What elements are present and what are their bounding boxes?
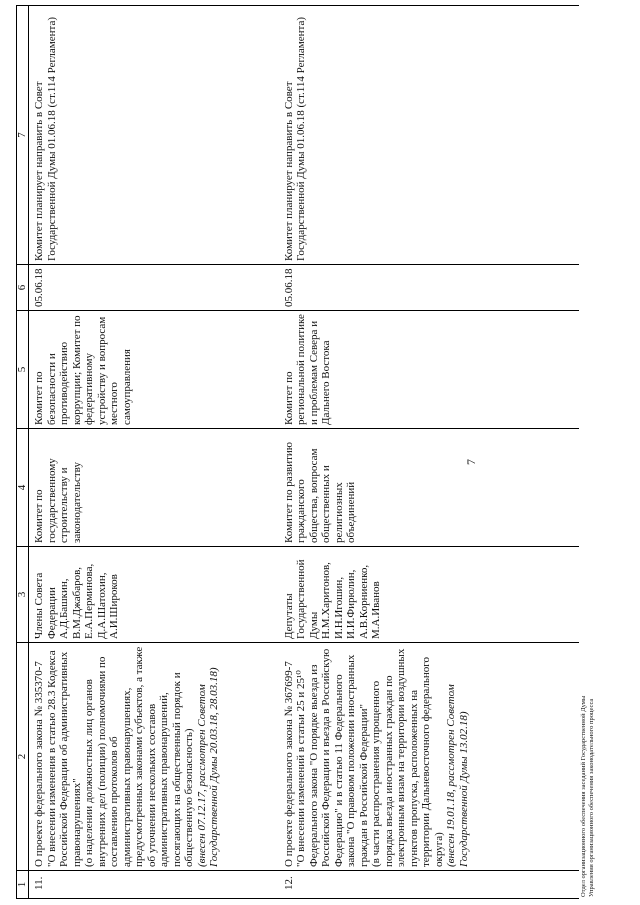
planned-action: Комитет планирует направить в Совет Государственной Думы 01.06.18 (ст.114 Регламента): [279, 6, 579, 265]
table-row: [29, 6, 279, 899]
bill-body: (о наделении должностных лиц органов внутренних дел (полиции) полномочиями по составлению протоколов об административных правонарушениях, предусмотренных законами субъектов, а также об уточнении нескольких составов административных правонарушений, посягающих на общественный порядок и общественную безопасность): [83, 646, 195, 867]
column-number: 6: [17, 265, 29, 311]
column-number: 3: [17, 547, 29, 643]
table-row: [279, 6, 579, 899]
footer-line: Отдел организационного обеспечения заседаний Государственной Думы: [580, 695, 587, 897]
responsible-committee: Комитет по государственному строительству и законодательству: [29, 429, 279, 547]
column-number: 7: [17, 6, 29, 265]
bill-title: О проекте федерального закона № 367699-7 "О внесении изменений в статьи 25 и 25¹⁰ Федерального закона "О порядке выезда из Российской Федерации и въезда в Российскую Федерацию" и в статью 11 Федерального закона "О правовом положении иностранных граждан в Российской Федерации": [282, 648, 370, 867]
bill-note: (внесен 07.12.17, рассмотрен Советом Государственной Думы 20.03.18, 28.03.18): [195, 667, 220, 867]
review-date: 05.06.18: [29, 265, 279, 311]
co-executor-committees: Комитет по безопасности и противодействию коррупции; Комитет по федеративному устройству и вопросам местного самоуправления: [29, 311, 279, 429]
planned-action: Комитет планирует направить в Совет Государственной Думы 01.06.18 (ст.114 Регламента): [29, 6, 279, 265]
column-number: 1: [17, 871, 29, 899]
column-number: 4: [17, 429, 29, 547]
review-date: 05.06.18: [279, 265, 579, 311]
column-number-row: [17, 6, 29, 899]
responsible-committee: Комитет по развитию гражданского общества, вопросам общественных и религиозных объединений: [279, 429, 579, 547]
bill-description: [29, 643, 279, 871]
page-number: 7: [464, 459, 478, 465]
footer-line: Управления организационного обеспечения законодательного процесса: [588, 698, 595, 897]
row-number: 12.: [279, 871, 579, 899]
bill-body: (в части распространения упрощенного порядка въезда иностранных граждан по электронным визам на территории воздушных пунктов пропуска, расположенных на территории Дальневосточного федерального округа): [370, 648, 445, 867]
co-executor-committees: Комитет по региональной политике и проблемам Севера и Дальнего Востока: [279, 311, 579, 429]
column-number: 5: [17, 311, 29, 429]
footer: [580, 696, 596, 897]
column-number: 2: [17, 643, 29, 871]
bills-table: [16, 5, 579, 899]
bill-authors: Депутаты Государственной Думы Н.М.Харитонов, И.Н.Игошин, И.И.Фирюлин, А.В.Корниенко, М.А.Иванов: [279, 547, 579, 643]
bill-note: (внесен 19.01.18, рассмотрен Советом Государственной Думы 13.02.18): [445, 684, 470, 867]
bill-authors: Члены Совета Федерации А.Д.Башкин, В.М.Джабаров, Е.А.Перминова, Д.А.Шатохин, А.И.Широков: [29, 547, 279, 643]
bill-title: О проекте федерального закона № 335370-7 "О внесении изменения в статью 28.3 Кодекса Российской Федерации об административных правонарушениях": [33, 650, 83, 867]
bill-description: [279, 643, 579, 871]
row-number: 11.: [29, 871, 279, 899]
